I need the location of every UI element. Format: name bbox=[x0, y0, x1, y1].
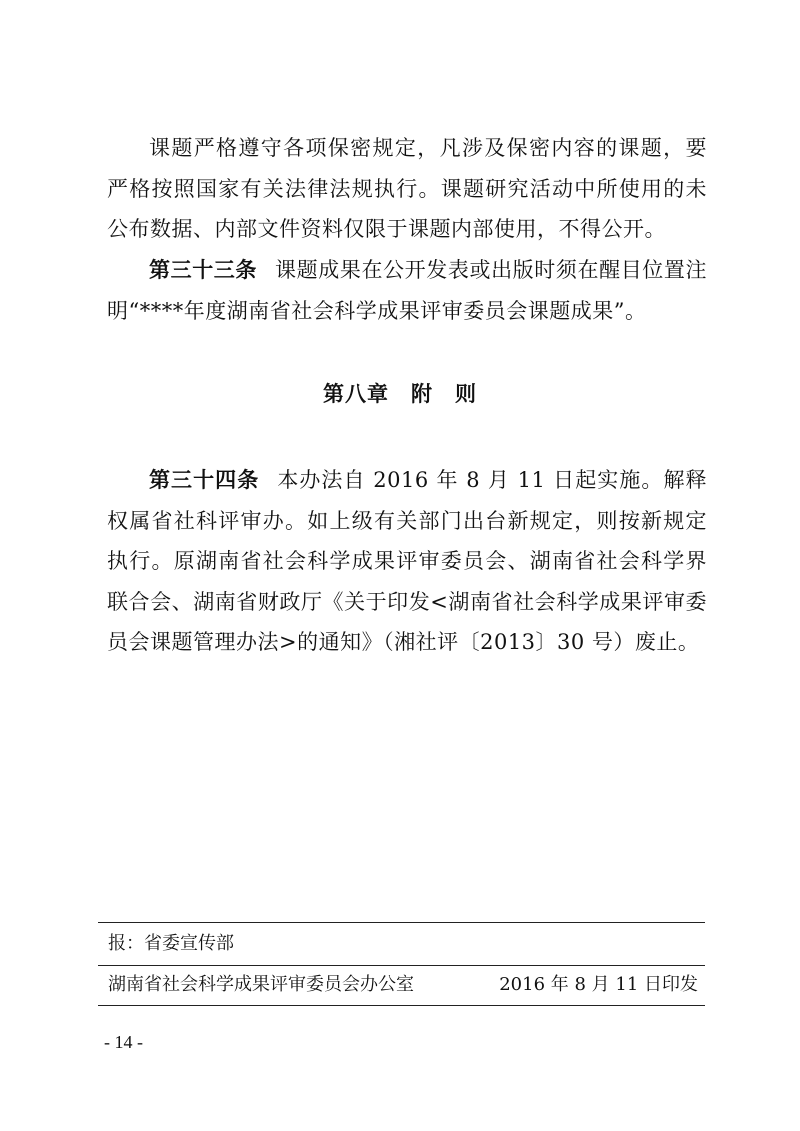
confidentiality-paragraph: 课题严格遵守各项保密规定，凡涉及保密内容的课题，要严格按照国家有关法律法规执行。课题研究活动中所使用的未公布数据、内部文件资料仅限于课题内部使用，不得公开。 bbox=[107, 136, 707, 241]
article-34-paragraph bbox=[107, 460, 707, 663]
issuer-row bbox=[108, 973, 698, 997]
footer-top-rule bbox=[98, 922, 705, 923]
article-33-paragraph bbox=[107, 250, 707, 331]
issuer-name: 湖南省社会科学成果评审委员会办公室 bbox=[108, 974, 414, 995]
footer-middle-rule bbox=[98, 965, 705, 966]
article-34-text: 本办法自 2016 年 8 月 11 日起实施。解释权属省社科评审办。如上级有关部门出台新规定，则按新规定执行。原湖南省社会科学成果评审委员会、湖南省社会科学界联合会、湖南省财政厅《关于印发<湖南省社会科学成果评审委员会课题管理办法>的通知》（湘社评〔2013〕30 号）废止。 bbox=[107, 468, 708, 654]
article-33-label: 第三十三条 bbox=[149, 258, 258, 282]
footer-bottom-rule bbox=[98, 1005, 705, 1006]
article-34-label: 第三十四条 bbox=[149, 468, 260, 492]
issue-date: 2016 年 8 月 11 日印发 bbox=[499, 974, 698, 995]
article-33-text: 课题成果在公开发表或出版时须在醒目位置注明“****年度湖南省社会科学成果评审委员会课题成果”。 bbox=[107, 258, 708, 323]
page-number: - 14 - bbox=[104, 1032, 143, 1052]
report-to-line: 报：省委宣传部 bbox=[108, 933, 234, 954]
chapter-title: 第八章 附 则 bbox=[323, 382, 477, 406]
